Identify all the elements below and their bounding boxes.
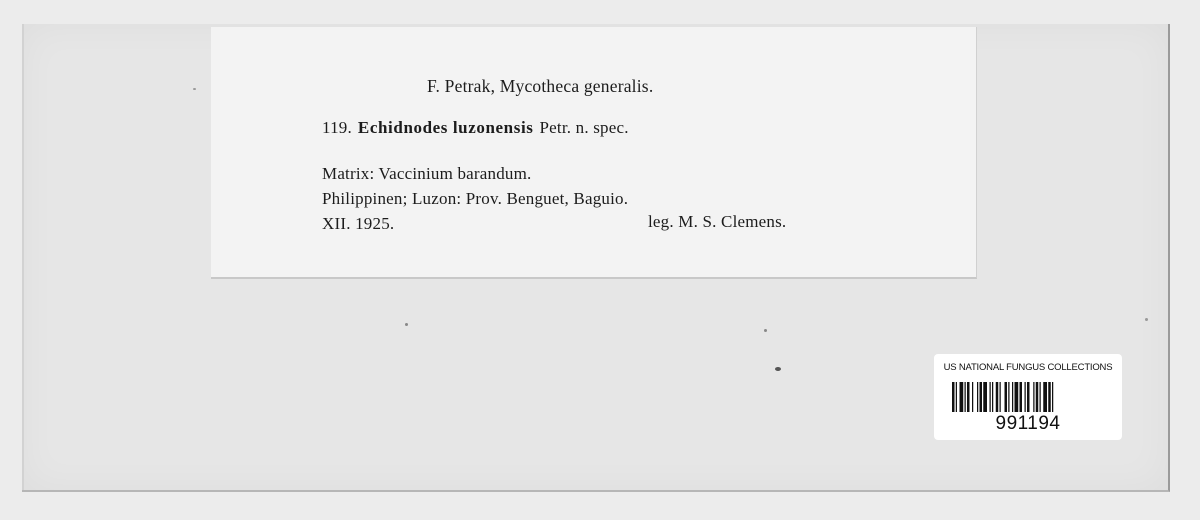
specimen-name: Echidnodes luzonensis <box>357 118 534 137</box>
barcode-bars <box>952 382 1104 412</box>
barcode-label <box>934 354 1122 440</box>
packet-edge <box>22 24 24 490</box>
barcode-bar <box>980 382 983 412</box>
paper-speck <box>405 323 408 326</box>
paper-speck <box>1145 318 1148 321</box>
paper-speck <box>764 329 767 332</box>
barcode-bar <box>956 382 957 412</box>
specimen-number: 119. <box>322 118 352 137</box>
collection-name: US NATIONAL FUNGUS COLLECTIONS <box>943 362 1113 373</box>
specimen-line <box>322 118 629 138</box>
barcode-bar <box>1036 382 1039 412</box>
matrix-line: Matrix: Vaccinium barandum. <box>322 164 532 183</box>
specimen-author: Petr. n. spec. <box>539 118 629 137</box>
collector-line: leg. M. S. Clemens. <box>648 212 787 231</box>
barcode-bar <box>983 382 987 412</box>
barcode-bar <box>990 382 991 412</box>
barcode-bar <box>1020 382 1023 412</box>
collection-date: XII. 1925. <box>322 214 395 233</box>
barcode-bar <box>972 382 973 412</box>
locality-line: Philippinen; Luzon: Prov. Benguet, Baguio. <box>322 189 629 208</box>
barcode-bar <box>967 382 970 412</box>
paper-speck <box>193 88 196 90</box>
barcode-bar <box>1015 382 1019 412</box>
paper-speck <box>775 367 781 371</box>
barcode-bar <box>1008 382 1009 412</box>
barcode-bar <box>1012 382 1013 412</box>
barcode-bar <box>952 382 955 412</box>
barcode-bar <box>1048 382 1051 412</box>
barcode-bar <box>1025 382 1026 412</box>
specimen-label <box>211 27 977 279</box>
barcode-bar <box>1027 382 1030 412</box>
barcode-bar <box>977 382 978 412</box>
barcode-bar <box>1033 382 1034 412</box>
barcode-number: 991194 <box>995 413 1061 434</box>
exsiccata-title: F. Petrak, Mycotheca generalis. <box>427 76 654 96</box>
barcode-bar <box>965 382 966 412</box>
barcode-bar <box>996 382 999 412</box>
barcode-bar <box>1000 382 1001 412</box>
barcode-bar <box>992 382 993 412</box>
barcode-bar <box>960 382 964 412</box>
barcode-bar <box>1040 382 1041 412</box>
barcode-bar <box>1043 382 1047 412</box>
barcode-bar <box>1005 382 1008 412</box>
barcode-bar <box>1052 382 1053 412</box>
